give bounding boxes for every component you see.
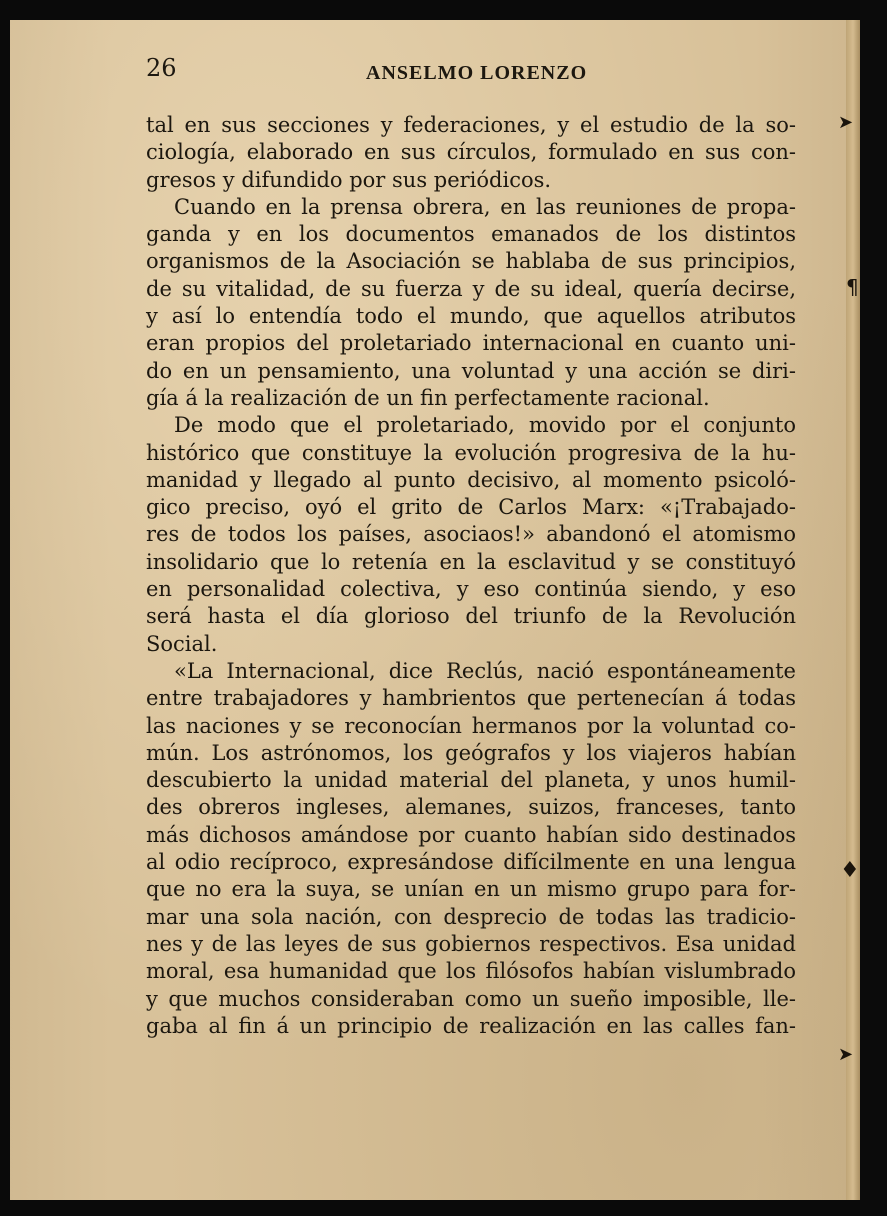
- text-line: mún. Los astrónomos, los geógrafos y los viajeros habían: [146, 740, 796, 765]
- page-number: 26: [146, 54, 177, 82]
- text-line: y así lo entendía todo el mundo, que aquellos atributos: [146, 304, 796, 329]
- text-line: eran propios del proletariado internacional en cuanto uni-: [146, 331, 796, 356]
- paragraph: [146, 112, 796, 194]
- text-line: gresos y difundido por sus periódicos.: [146, 167, 552, 192]
- margin-mark: ➤: [838, 1044, 854, 1065]
- text-line: insolidario que lo retenía en la esclavitud y se constituyó: [146, 549, 796, 574]
- running-head: ANSELMO LORENZO: [366, 62, 588, 84]
- text-line: gico preciso, oyó el grito de Carlos Marx: «¡Trabajado-: [146, 495, 796, 520]
- paragraph: [146, 194, 796, 412]
- text-line: en personalidad colectiva, y eso continúa siendo, y eso: [146, 577, 796, 602]
- text-line: será hasta el día glorioso del triunfo de la Revolución: [146, 604, 796, 629]
- text-line: nes y de las leyes de sus gobiernos respectivos. Esa unidad: [146, 931, 796, 956]
- text-line: do en un pensamiento, una voluntad y una acción se diri-: [146, 358, 796, 383]
- text-line: mar una sola nación, con desprecio de todas las tradicio-: [146, 904, 796, 929]
- text-line: gía á la realización de un fin perfectamente racional.: [146, 385, 710, 410]
- margin-mark: ➤: [838, 112, 854, 133]
- text-line: gaba al fin á un principio de realización en las calles fan-: [146, 1013, 796, 1038]
- page-header: [140, 54, 800, 94]
- page-edge: [846, 20, 860, 1200]
- text-line: ciología, elaborado en sus círculos, formulado en sus con-: [146, 140, 796, 165]
- text-line: organismos de la Asociación se hablaba de sus principios,: [146, 249, 796, 274]
- margin-mark: ¶: [846, 275, 859, 299]
- text-line: las naciones y se reconocían hermanos por la voluntad co-: [146, 713, 796, 738]
- text-line: histórico que constituye la evolución progresiva de la hu-: [146, 440, 796, 465]
- text-line: De modo que el proletariado, movido por el conjunto: [174, 413, 796, 438]
- paragraph: [146, 412, 796, 658]
- scan-border: [860, 0, 887, 1216]
- margin-mark: ♦: [840, 858, 860, 883]
- text-line: de su vitalidad, de su fuerza y de su ideal, quería decirse,: [146, 276, 796, 301]
- text-line: y que muchos consideraban como un sueño imposible, lle-: [146, 986, 796, 1011]
- text-line: que no era la suya, se unían en un mismo grupo para for-: [146, 877, 796, 902]
- text-line: más dichosos amándose por cuanto habían sido destinados: [146, 822, 796, 847]
- text-line: «La Internacional, dice Reclús, nació espontáneamente: [174, 658, 796, 683]
- text-line: entre trabajadores y hambrientos que pertenecían á todas: [146, 686, 796, 711]
- text-line: res de todos los países, asociaos!» abandonó el atomismo: [146, 522, 796, 547]
- text-line: al odio recíproco, expresándose difícilmente en una lengua: [146, 850, 796, 875]
- text-line: manidad y llegado al punto decisivo, al momento psicoló-: [146, 467, 796, 492]
- body-text: [146, 112, 796, 1040]
- paragraph: [146, 658, 796, 1040]
- text-line: ganda y en los documentos emanados de los distintos: [146, 222, 796, 247]
- text-line: descubierto la unidad material del planeta, y unos humil-: [146, 768, 796, 793]
- text-line: Cuando en la prensa obrera, en las reuniones de propa-: [174, 194, 796, 219]
- text-line: des obreros ingleses, alemanes, suizos, franceses, tanto: [146, 795, 796, 820]
- text-line: moral, esa humanidad que los filósofos habían vislumbrado: [146, 959, 796, 984]
- text-line: tal en sus secciones y federaciones, y el estudio de la so-: [146, 113, 796, 137]
- text-line: Social.: [146, 631, 218, 656]
